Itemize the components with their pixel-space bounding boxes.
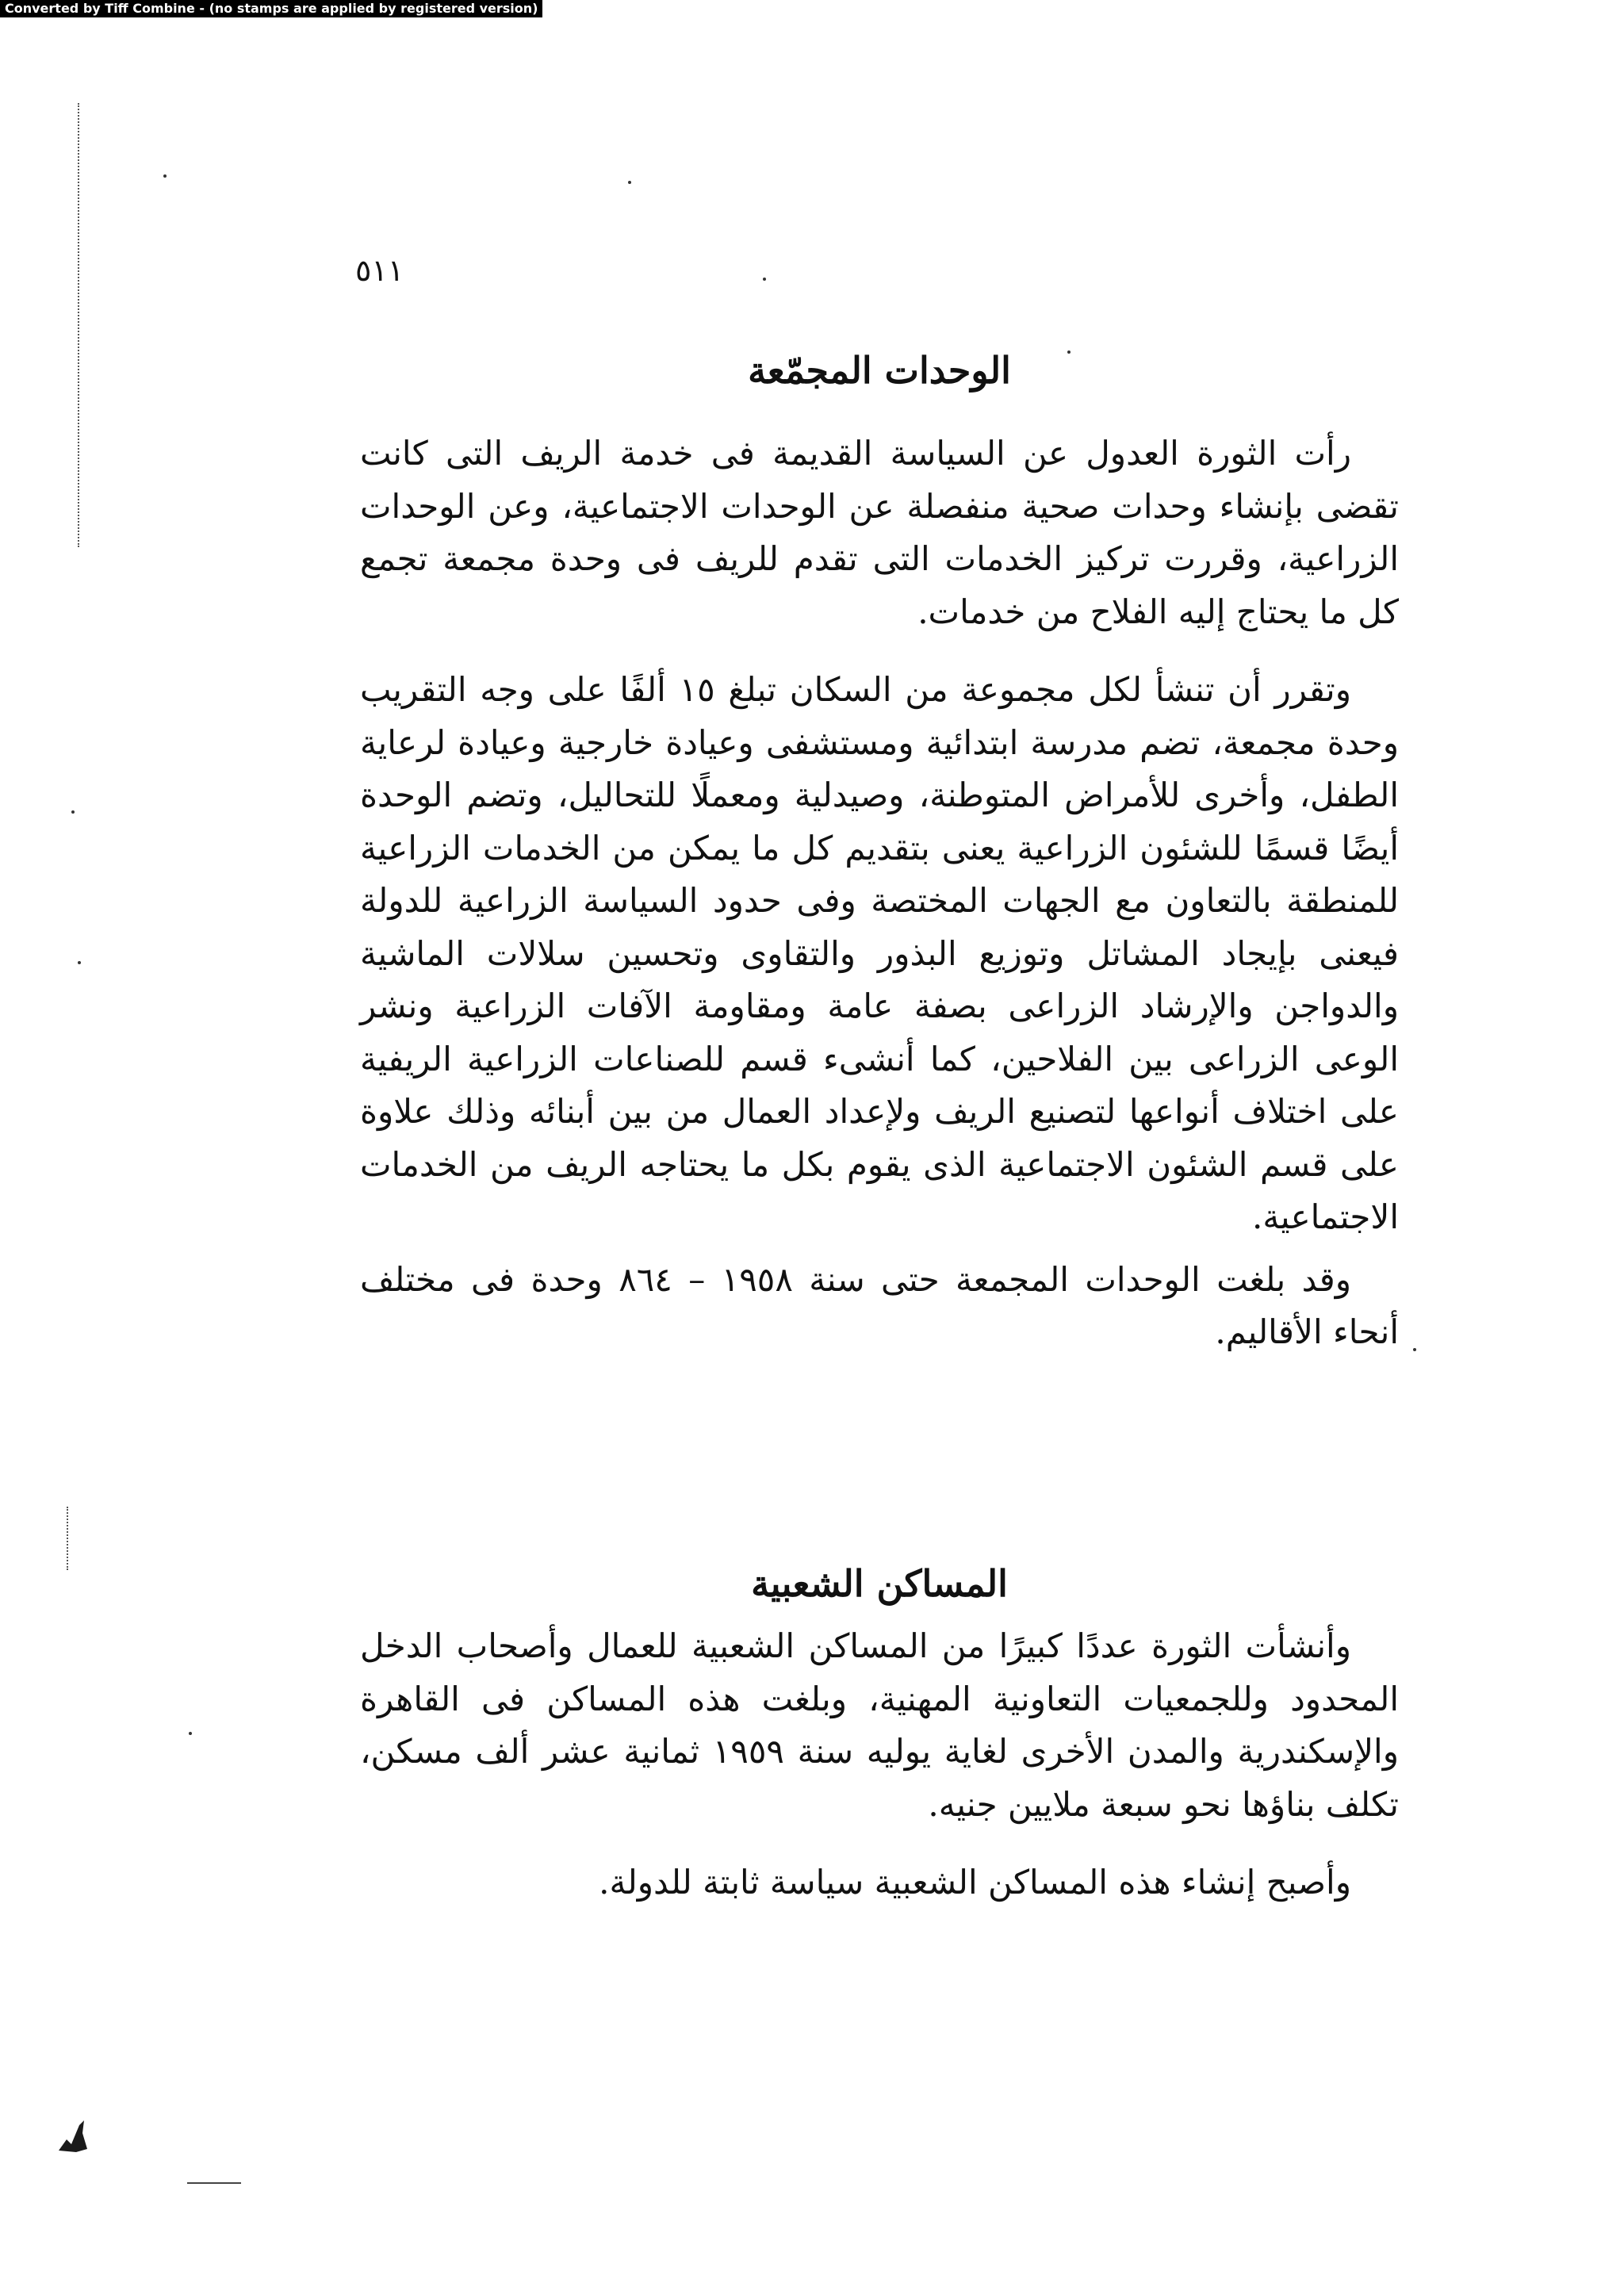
scan-speck — [163, 174, 167, 178]
page-number: ٥١١ — [355, 253, 404, 288]
scan-speck — [628, 181, 631, 184]
converter-banner: Converted by Tiff Combine - (no stamps are applied by registered version) — [0, 0, 542, 17]
scan-speck — [1413, 1348, 1416, 1351]
scan-corner-line — [187, 2182, 241, 2184]
paragraph: رأت الثورة العدول عن السياسة القديمة فى خدمة الريف التى كانت تقضى بإنشاء وحدات صحية منفصلة عن الوحدات الاجتماعية، وعن الوحدات الزراعية، وقررت تركيز الخدمات التى تقدم للريف فى وحدة مجمعة تجمع كل ما يحتاج إليه الفلاح من خدمات. — [360, 434, 1399, 631]
section-heading: الوحدات المجمّعة — [748, 349, 1011, 392]
scan-speck — [763, 278, 766, 281]
paragraph: وأصبح إنشاء هذه المساكن الشعبية سياسة ثابتة للدولة. — [599, 1863, 1351, 1902]
section-heading: المساكن الشعبية — [751, 1562, 1008, 1605]
paragraph: وأنشأت الثورة عددًا كبيرًا من المساكن الشعبية للعمال وأصحاب الدخل المحدود وللجمعيات التعاونية المهنية، وبلغت هذه المساكن فى القاهرة والإسكندرية والمدن الأخرى لغاية يوليه سنة ١٩٥٩ ثمانية عشر ألف مسكن، تكلف بناؤها نحو سبعة ملايين جنيه. — [360, 1626, 1399, 1824]
scan-corner-mark — [56, 2117, 90, 2154]
section-public-housing — [360, 1562, 1399, 1909]
scan-speck — [78, 961, 81, 964]
scan-speck — [189, 1732, 192, 1735]
margin-scan-marks-lower — [67, 1507, 71, 1570]
paragraph: وقد بلغت الوحدات المجمعة حتى سنة ١٩٥٨ – ٨٦٤ وحدة فى مختلف أنحاء الأقاليم. — [360, 1259, 1399, 1352]
margin-scan-marks — [78, 103, 86, 547]
scan-speck — [71, 810, 75, 814]
section-unified-units — [360, 349, 1399, 1359]
paragraph: وتقرر أن تنشأ لكل مجموعة من السكان تبلغ ١٥ ألفًا على وجه التقريب وحدة مجمعة، تضم مدرسة ابتدائية ومستشفى وعيادة خارجية وعيادة لرعاية الطفل، وأخرى للأمراض المتوطنة، وصيدلية ومعملًا للتحاليل، وتضم الوحدة أيضًا قسمًا للشئون الزراعية يعنى بتقديم كل ما يمكن من الخدمات الزراعية للمنطقة بالتعاون مع الجهات المختصة وفى حدود السياسة الزراعية للدولة فيعنى بإيجاد المشاتل وتوزيع البذور والتقاوى وتحسين سلالات الماشية والدواجن والإرشاد الزراعى بصفة عامة ومقاومة الآفات الزراعية ونشر الوعى الزراعى بين الفلاحين، كما أنشىء قسم للصناعات الزراعية الريفية على اختلاف أنواعها لتصنيع الريف ولإعداد العمال من بين أبنائه وذلك علاوة على قسم الشئون الاجتماعية الذى يقوم بكل ما يحتاجه الريف من الخدمات الاجتماعية. — [360, 670, 1399, 1237]
